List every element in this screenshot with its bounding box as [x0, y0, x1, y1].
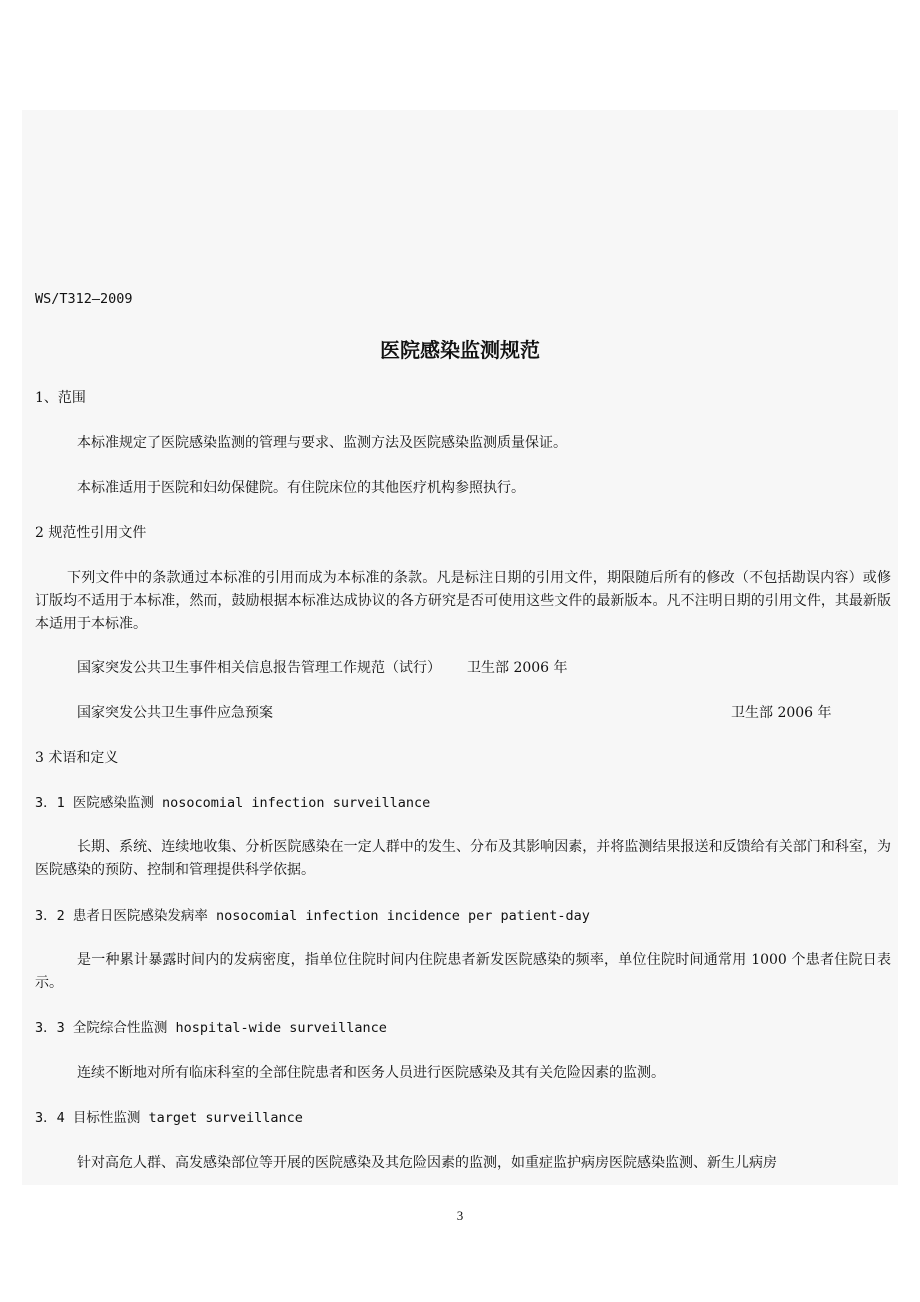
reference-2-source: 卫生部 2006 年 [731, 705, 832, 721]
section-1-para-2: 本标准适用于医院和妇幼保健院。有住院床位的其他医疗机构参照执行。 [77, 480, 525, 496]
term-3-1-body: 长期、系统、连续地收集、分析医院感染在一定人群中的发生、分布及其影响因素，并将监测结果报送和反馈给有关部门和科室，为医院感染的预防、控制和管理提供科学依据。 [35, 839, 891, 878]
document-page [22, 110, 898, 1185]
doc-code: WS/T312—2009 [35, 291, 133, 307]
page-title: 医院感染监测规范 [380, 338, 540, 362]
reference-1 [35, 657, 891, 680]
section-2-heading: 2 规范性引用文件 [35, 525, 147, 541]
term-3-2-heading: 3．2 患者日医院感染发病率 nosocomial infection incidence per patient-day [35, 908, 590, 924]
term-3-2-body: 是一种累计暴露时间内的发病密度，指单位住院时间内住院患者新发医院感染的频率，单位住院时间通常用 1000 个患者住院日表示。 [35, 952, 891, 991]
term-3-1-heading: 3．1 医院感染监测 nosocomial infection surveillance [35, 795, 431, 811]
term-3-4-heading: 3．4 目标性监测 target surveillance [35, 1110, 303, 1126]
page-number: 3 [456, 1208, 464, 1223]
section-3-heading: 3 术语和定义 [35, 750, 119, 766]
section-1-heading: 1、范围 [35, 390, 86, 406]
term-3-3-body: 连续不断地对所有临床科室的全部住院患者和医务人员进行医院感染及其有关危险因素的监测。 [77, 1065, 665, 1081]
section-2-para-1: 下列文件中的条款通过本标准的引用而成为本标准的条款。凡是标注日期的引用文件，期限随后所有的修改（不包括勘误内容）或修订版均不适用于本标准，然而，鼓励根据本标准达成协议的各方研究是否可使用这些文件的最新版本。凡不注明日期的引用文件，其最新版本适用于本标准。 [35, 570, 891, 632]
section-1-para-1: 本标准规定了医院感染监测的管理与要求、监测方法及医院感染监测质量保证。 [77, 435, 567, 451]
reference-2-title: 国家突发公共卫生事件应急预案 [77, 705, 273, 721]
reference-1-source: 卫生部 2006 年 [467, 660, 568, 676]
term-3-4-body: 针对高危人群、高发感染部位等开展的医院感染及其危险因素的监测，如重症监护病房医院感染监测、新生儿病房 [77, 1155, 777, 1171]
reference-2 [35, 702, 891, 725]
reference-1-title: 国家突发公共卫生事件相关信息报告管理工作规范（试行） [77, 660, 441, 676]
term-3-3-heading: 3．3 全院综合性监测 hospital-wide surveillance [35, 1020, 387, 1036]
